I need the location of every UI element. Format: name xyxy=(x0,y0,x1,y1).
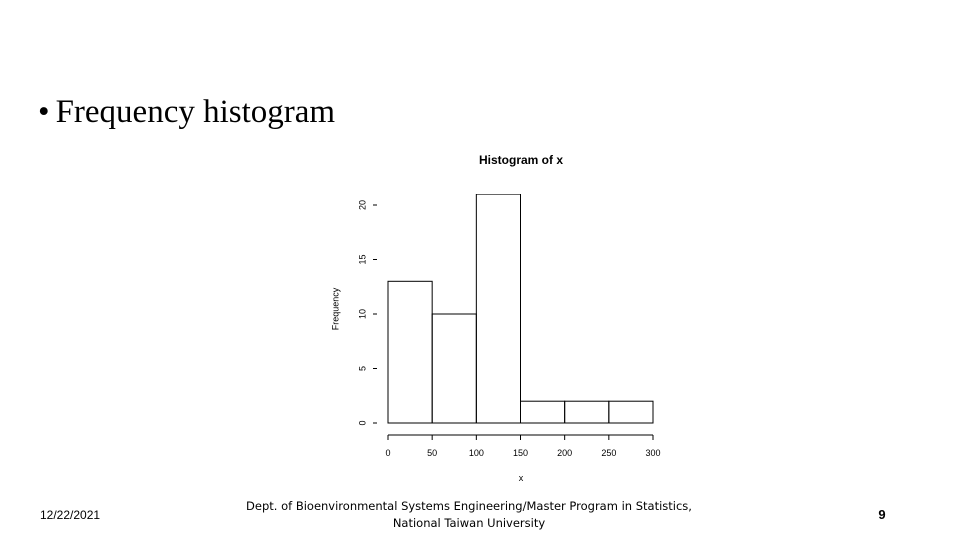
x-tick-label: 0 xyxy=(385,448,391,458)
x-tick-label: 50 xyxy=(427,448,438,458)
footer-date: 12/22/2021 xyxy=(40,508,101,522)
x-tick-label: 100 xyxy=(468,448,484,458)
footer-dept-line1: Dept. of Bioenvironmental Systems Engineering/Master Program in Statistics, xyxy=(246,499,692,513)
chart-title: Histogram of x xyxy=(478,153,564,167)
y-tick-label: 5 xyxy=(357,365,368,372)
bullet-marker: • xyxy=(38,94,50,130)
x-axis-label: x xyxy=(518,473,524,483)
histogram-bar xyxy=(432,314,476,423)
y-tick-label: 20 xyxy=(357,199,368,211)
bars-group xyxy=(388,194,653,423)
y-tick-label: 15 xyxy=(357,254,368,265)
x-tick-label: 250 xyxy=(601,448,617,458)
y-tick-label: 10 xyxy=(357,308,368,320)
footer-department xyxy=(230,498,708,532)
histogram-bar xyxy=(565,401,609,423)
x-tick-label: 150 xyxy=(512,448,529,458)
y-tick-label: 0 xyxy=(357,420,368,426)
histogram-bar xyxy=(476,194,520,423)
histogram-bar xyxy=(388,281,432,423)
histogram-bar xyxy=(521,401,565,423)
footer-dept-line2: National Taiwan University xyxy=(392,516,546,530)
page-number: 9 xyxy=(878,507,886,522)
y-axis-label: Frequency xyxy=(330,287,341,331)
histogram-bar xyxy=(609,401,653,423)
heading-text: Frequency histogram xyxy=(55,94,336,130)
x-tick-label: 200 xyxy=(557,448,573,458)
x-tick-label: 300 xyxy=(645,448,661,458)
